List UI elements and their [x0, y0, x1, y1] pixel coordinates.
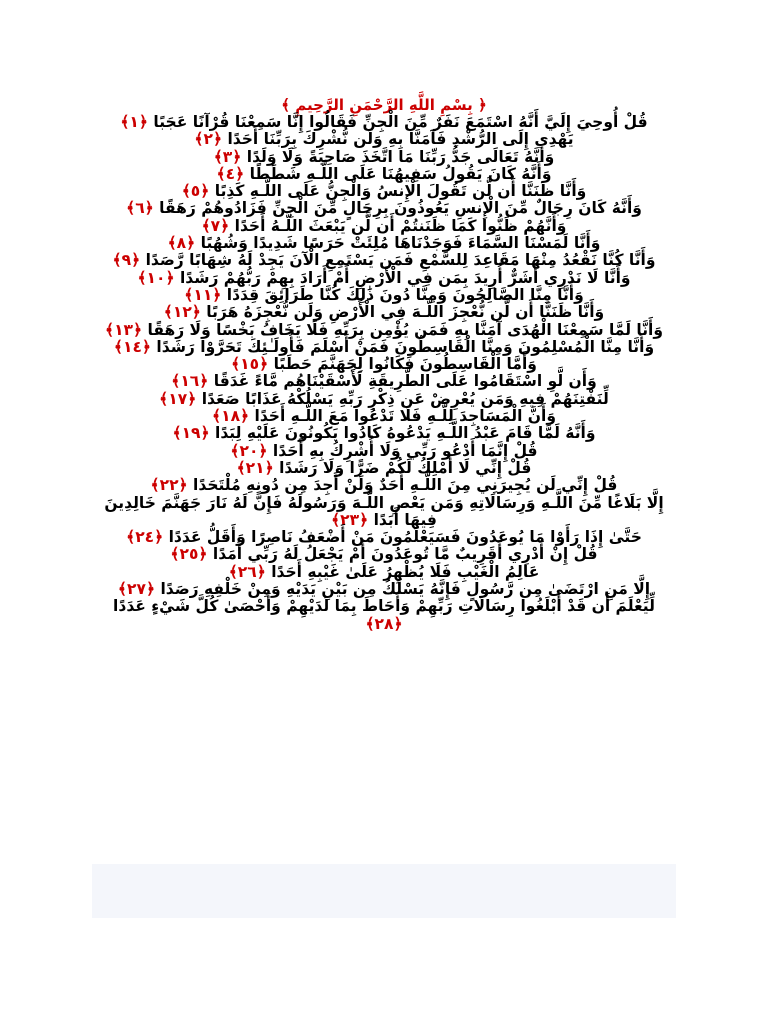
verse-text: وَأَنَّا لَا نَدْرِي أَشَرٌّ أُرِيدَ بِمَن فِي الْأَرْضِ أَمْ أَرَادَ بِهِمْ رَبُّهُمْ رَشَدًا — [179, 268, 631, 287]
verse-8 — [92, 235, 676, 252]
verse-number: ﴿٧﴾ — [201, 216, 230, 235]
verse-text: إِلَّا بَلَاغًا مِّنَ اللَّـهِ وَرِسَالَاتِهِ وَمَن يَعْصِ اللَّـهَ وَرَسُولَهُ فَإِنَّ لَهُ نَارَ جَهَنَّمَ خَالِدِينَ فِيهَا أَبَدًا — [104, 493, 664, 529]
verse-text: وَأَنَّا ظَنَنَّا أَن لَّن تَقُولَ الْإِنسُ وَالْجِنُّ عَلَى اللَّـهِ كَذِبًا — [214, 182, 587, 201]
verse-19 — [92, 425, 676, 442]
verse-text: وَأَنَّا لَمَسْنَا السَّمَاءَ فَوَجَدْنَاهَا مُلِئَتْ حَرَسًا شَدِيدًا وَشُهُبًا — [200, 234, 601, 253]
verse-15 — [92, 356, 676, 373]
verse-text: وَأَنَّا ظَنَنَّا أَن لَّن نُّعْجِزَ اللَّـهَ فِي الْأَرْضِ وَلَن نُّعْجِزَهُ هَرَبًا — [206, 303, 605, 322]
verse-text: وَأَنَّهُ كَانَ يَقُولُ سَفِيهُنَا عَلَى اللَّـهِ شَطَطًا — [249, 164, 552, 183]
verse-27 — [92, 581, 676, 598]
verse-number: ﴿٢٠﴾ — [230, 441, 268, 460]
verse-21 — [92, 460, 676, 477]
verse-text: وَأَمَّا الْقَاسِطُونَ فَكَانُوا لِجَهَنَّمَ حَطَبًا — [273, 355, 537, 374]
verse-3 — [92, 149, 676, 166]
verse-text: حَتَّىٰ إِذَا رَأَوْا مَا يُوعَدُونَ فَسَيَعْلَمُونَ مَنْ أَضْعَفُ نَاصِرًا وَأَقَلُّ عَدَدًا — [168, 528, 642, 547]
verse-text: لِّنَفْتِنَهُمْ فِيهِ وَمَن يُعْرِضْ عَن ذِكْرِ رَبِّهِ يَسْلُكْهُ عَذَابًا صَعَدًا — [201, 389, 609, 408]
verse-text: لِّيَعْلَمَ أَن قَدْ أَبْلَغُوا رِسَالَاتِ رَبِّهِمْ وَأَحَاطَ بِمَا لَدَيْهِمْ وَأَحْصَىٰ كُلَّ شَيْءٍ عَدَدًا — [113, 597, 655, 616]
verse-number: ﴿١٢﴾ — [163, 303, 201, 322]
verse-12 — [92, 304, 676, 321]
verse-text: إِلَّا مَنِ ارْتَضَىٰ مِن رَّسُولٍ فَإِنَّهُ يَسْلُكُ مِن بَيْنِ يَدَيْهِ وَمِنْ خَلْفِهِ رَصَدًا — [160, 580, 651, 599]
verse-text: وَأَنَّهُ كَانَ رِجَالٌ مِّنَ الْإِنسِ يَعُوذُونَ بِرِجَالٍ مِّنَ الْجِنِّ فَزَادُوهُمْ رَهَقًا — [159, 199, 642, 218]
verse-11 — [92, 287, 676, 304]
verse-16 — [92, 373, 676, 390]
verse-17 — [92, 391, 676, 408]
verse-28 — [92, 598, 676, 633]
verse-number: ﴿٨﴾ — [167, 234, 196, 253]
verse-text: وَأَنَّهُمْ ظَنُّوا كَمَا ظَنَنتُمْ أَن لَّن يَبْعَثَ اللَّـهُ أَحَدًا — [234, 216, 567, 235]
verse-text: وَأَنَّهُ لَمَّا قَامَ عَبْدُ اللَّـهِ يَدْعُوهُ كَادُوا يَكُونُونَ عَلَيْهِ لِبَدًا — [215, 424, 596, 443]
verse-number: ﴿١٥﴾ — [231, 355, 269, 374]
verse-number: ﴿١٤﴾ — [113, 337, 152, 356]
verse-number: ﴿٢١﴾ — [236, 458, 274, 477]
verse-18 — [92, 408, 676, 425]
basmala-heading: ﴿ بِسْمِ اللَّهِ الرَّحْمَنِ الرَّحِيمِ ﴾ — [281, 96, 487, 114]
verse-number: ﴿١١﴾ — [184, 285, 222, 304]
verse-number: ﴿١﴾ — [120, 113, 148, 131]
verse-14 — [92, 339, 676, 356]
verse-number: ﴿٢٥﴾ — [170, 545, 208, 564]
verse-number: ﴿٥﴾ — [181, 182, 210, 201]
verse-number: ﴿٤﴾ — [216, 164, 245, 183]
verse-text: وَأَنَّ الْمَسَاجِدَ لِلَّـهِ فَلَا تَدْعُوا مَعَ اللَّـهِ أَحَدًا — [254, 407, 556, 426]
verse-5 — [92, 183, 676, 200]
verse-number: ﴿٢٤﴾ — [126, 528, 164, 547]
verse-26 — [92, 564, 676, 581]
verse-list — [92, 114, 676, 633]
verse-number: ﴿١٣﴾ — [104, 320, 143, 339]
verse-text: وَأَنَّا مِنَّا الصَّالِحُونَ وَمِنَّا دُونَ ذَٰلِكَ كُنَّا طَرَائِقَ قِدَدًا — [226, 285, 584, 304]
verse-number: ﴿١٠﴾ — [137, 268, 175, 287]
footer-box — [92, 864, 676, 918]
verse-23 — [92, 495, 676, 530]
verse-text: وَأَنَّهُ تَعَالَى جَدُّ رَبِّنَا مَا اتَّخَذَ صَاحِبَةً وَلَا وَلَدًا — [246, 147, 555, 166]
verse-20 — [92, 443, 676, 460]
verse-text: قُلْ إِنْ أَدْرِي أَقَرِيبٌ مَّا تُوعَدُونَ أَمْ يَجْعَلُ لَهُ رَبِّي أَمَدًا — [212, 545, 598, 564]
verse-4 — [92, 166, 676, 183]
verse-number: ﴿٢٨﴾ — [365, 614, 403, 633]
verse-text: قُلْ إِنَّمَا أَدْعُو رَبِّي وَلَا أُشْرِكُ بِهِ أَحَدًا — [272, 441, 538, 460]
document-page — [92, 96, 676, 918]
verse-text: وَأَنَّا مِنَّا الْمُسْلِمُونَ وَمِنَّا الْقَاسِطُونَ فَمَنْ أَسْلَمَ فَأُولَـٰئِكَ تَحَرَّوْا رَشَدًا — [156, 337, 655, 356]
verse-number: ﴿٢﴾ — [194, 130, 223, 149]
verse-7 — [92, 218, 676, 235]
verse-text: قُلْ إِنِّي لَن يُجِيرَنِي مِنَ اللَّـهِ أَحَدٌ وَلَنْ أَجِدَ مِن دُونِهِ مُلْتَحَدًا — [193, 476, 618, 495]
verse-number: ﴿٣﴾ — [213, 147, 242, 166]
verse-10 — [92, 270, 676, 287]
verse-text: يَهْدِي إِلَى الرُّشْدِ فَآمَنَّا بِهِ وَلَن نُّشْرِكَ بِرَبِّنَا أَحَدًا — [227, 130, 574, 149]
verse-text: عَالِمُ الْغَيْبِ فَلَا يُظْهِرُ عَلَىٰ غَيْبِهِ أَحَدًا — [271, 562, 540, 581]
verse-number: ﴿١٦﴾ — [171, 372, 209, 391]
verse-number: ﴿٢٧﴾ — [117, 580, 156, 599]
verse-number: ﴿٢٦﴾ — [228, 562, 266, 581]
verse-1 — [92, 114, 676, 131]
verse-24 — [92, 529, 676, 546]
verse-number: ﴿٩﴾ — [112, 251, 141, 270]
verse-number: ﴿١٨﴾ — [212, 407, 250, 426]
verse-text: وَأَنَّا لَمَّا سَمِعْنَا الْهُدَى آمَنَّا بِهِ فَمَن يُؤْمِن بِرَبِّهِ فَلَا يَخَافُ بَخْسًا وَلَا رَهَقًا — [147, 320, 663, 339]
verse-text: قُلْ أُوحِيَ إِلَيَّ أَنَّهُ اسْتَمَعَ نَفَرٌ مِّنَ الْجِنِّ فَقَالُوا إِنَّا سَمِعْنَا قُرْآنًا عَجَبًا — [153, 113, 648, 131]
verse-2 — [92, 131, 676, 148]
verse-text: وَأَن لَّوِ اسْتَقَامُوا عَلَى الطَّرِيقَةِ لَأَسْقَيْنَاهُم مَّاءً غَدَقًا — [213, 372, 597, 391]
verse-number: ﴿٦﴾ — [126, 199, 154, 218]
verse-9 — [92, 252, 676, 269]
verse-text: وَأَنَّا كُنَّا نَقْعُدُ مِنْهَا مَقَاعِدَ لِلسَّمْعِ فَمَن يَسْتَمِعِ الْآنَ يَجِدْ لَهُ شِهَابًا رَّصَدًا — [145, 251, 656, 270]
verse-13 — [92, 322, 676, 339]
verse-22 — [92, 477, 676, 494]
verse-number: ﴿١٩﴾ — [172, 424, 210, 443]
verse-number: ﴿١٧﴾ — [159, 389, 197, 408]
verse-number: ﴿٢٣﴾ — [331, 510, 369, 529]
verse-number: ﴿٢٢﴾ — [150, 476, 188, 495]
verse-text: قُلْ إِنِّي لَا أَمْلِكُ لَكُمْ ضَرًّا وَلَا رَشَدًا — [279, 458, 532, 477]
verse-25 — [92, 546, 676, 563]
verse-6 — [92, 200, 676, 217]
